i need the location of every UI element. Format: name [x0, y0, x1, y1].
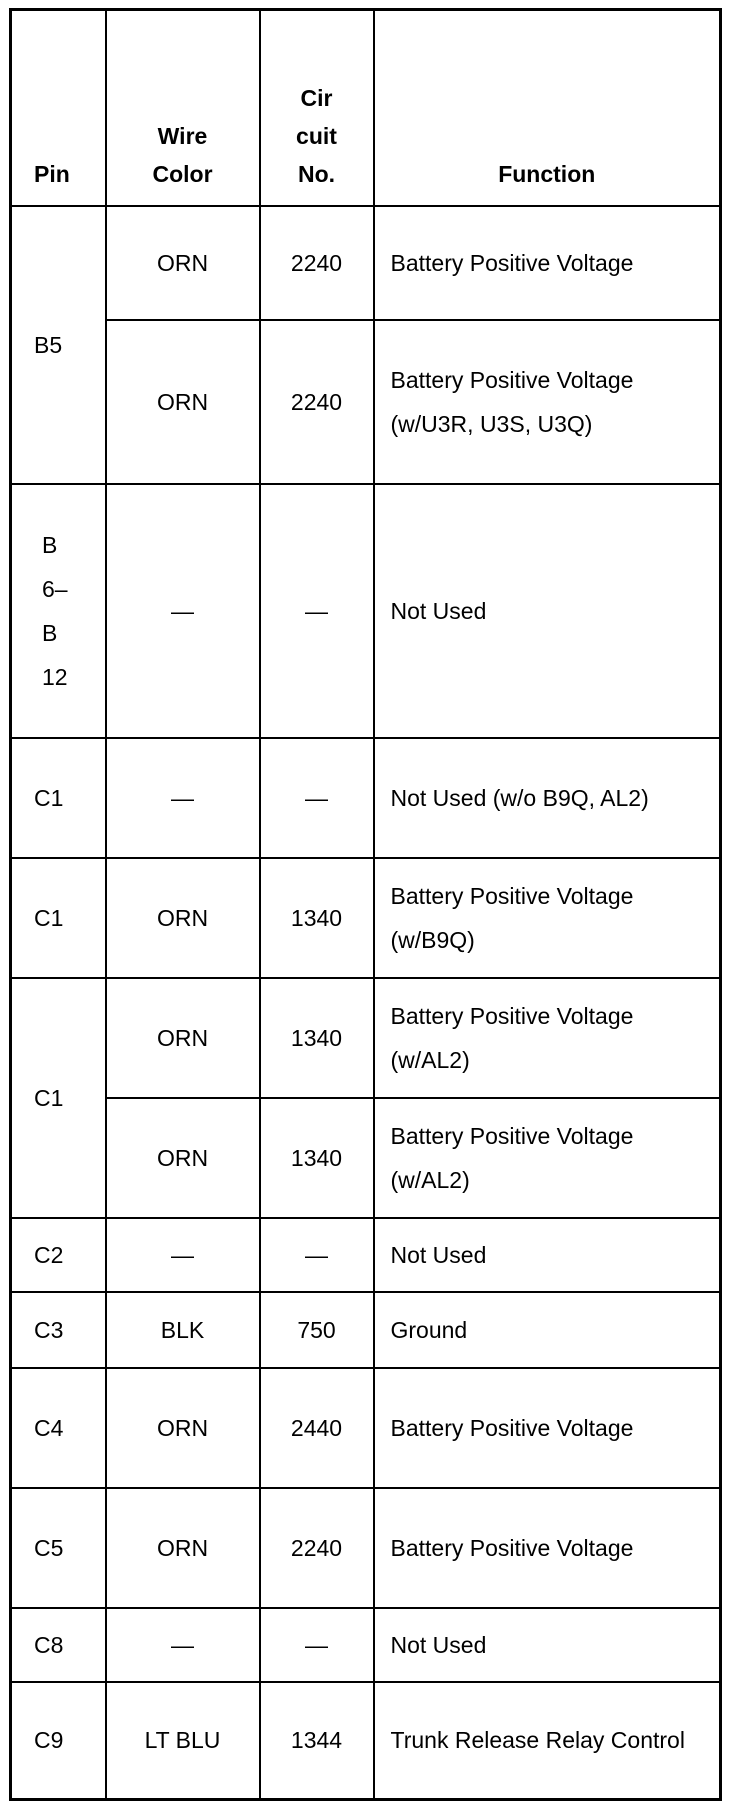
pin-cell: C1 — [11, 738, 106, 858]
circuit-cell: — — [260, 1218, 374, 1292]
wire-color-cell: — — [106, 1218, 260, 1292]
function-cell: Not Used — [374, 484, 721, 738]
circuit-cell: 2440 — [260, 1368, 374, 1488]
header-pin: Pin — [11, 10, 106, 206]
function-cell: Trunk Release Relay Control — [374, 1682, 721, 1800]
circuit-cell: — — [260, 738, 374, 858]
header-row — [11, 10, 721, 206]
function-cell: Battery Positive Voltage — [374, 1488, 721, 1608]
pin-cell: C5 — [11, 1488, 106, 1608]
function-cell: Not Used (w/o B9Q, AL2) — [374, 738, 721, 858]
circuit-cell: 1340 — [260, 858, 374, 978]
header-circuit-no: Cir cuit No. — [260, 10, 374, 206]
table-row — [11, 320, 721, 484]
circuit-cell: 1344 — [260, 1682, 374, 1800]
circuit-cell: 2240 — [260, 1488, 374, 1608]
wire-color-cell: ORN — [106, 1368, 260, 1488]
function-cell: Battery Positive Voltage (w/B9Q) — [374, 858, 721, 978]
table-row — [11, 1608, 721, 1682]
circuit-cell: — — [260, 1608, 374, 1682]
circuit-cell: 2240 — [260, 320, 374, 484]
table-row — [11, 484, 721, 738]
pin-cell: C2 — [11, 1218, 106, 1292]
pin-cell: B5 — [11, 206, 106, 484]
function-cell: Battery Positive Voltage (w/AL2) — [374, 978, 721, 1098]
circuit-cell: — — [260, 484, 374, 738]
wire-color-cell: ORN — [106, 978, 260, 1098]
circuit-cell: 750 — [260, 1292, 374, 1368]
header-wire-color: Wire Color — [106, 10, 260, 206]
function-cell: Not Used — [374, 1608, 721, 1682]
function-cell: Not Used — [374, 1218, 721, 1292]
wire-color-cell: — — [106, 484, 260, 738]
table-row — [11, 978, 721, 1098]
header-function: Function — [374, 10, 721, 206]
circuit-cell: 2240 — [260, 206, 374, 320]
function-cell: Battery Positive Voltage (w/U3R, U3S, U3Q) — [374, 320, 721, 484]
function-cell: Ground — [374, 1292, 721, 1368]
table-row — [11, 1682, 721, 1800]
wire-color-cell: LT BLU — [106, 1682, 260, 1800]
wire-color-cell: ORN — [106, 206, 260, 320]
wire-color-cell: ORN — [106, 1098, 260, 1218]
function-cell: Battery Positive Voltage (w/AL2) — [374, 1098, 721, 1218]
pin-cell: C4 — [11, 1368, 106, 1488]
table-row — [11, 1488, 721, 1608]
table-row — [11, 206, 721, 320]
pin-cell: C9 — [11, 1682, 106, 1800]
table-row — [11, 1292, 721, 1368]
pin-cell: C1 — [11, 858, 106, 978]
table-row — [11, 738, 721, 858]
wire-color-cell: BLK — [106, 1292, 260, 1368]
table-row — [11, 858, 721, 978]
function-cell: Battery Positive Voltage — [374, 1368, 721, 1488]
circuit-cell: 1340 — [260, 1098, 374, 1218]
circuit-cell: 1340 — [260, 978, 374, 1098]
wire-color-cell: ORN — [106, 858, 260, 978]
function-cell: Battery Positive Voltage — [374, 206, 721, 320]
pin-cell: B 6– B 12 — [11, 484, 106, 738]
wire-color-cell: ORN — [106, 320, 260, 484]
wire-color-cell: — — [106, 738, 260, 858]
table-row — [11, 1218, 721, 1292]
wire-color-cell: ORN — [106, 1488, 260, 1608]
table-row — [11, 1098, 721, 1218]
pin-function-table — [9, 8, 722, 1801]
table-row — [11, 1368, 721, 1488]
pin-cell: C3 — [11, 1292, 106, 1368]
pin-cell: C8 — [11, 1608, 106, 1682]
pin-cell: C1 — [11, 978, 106, 1218]
wire-color-cell: — — [106, 1608, 260, 1682]
